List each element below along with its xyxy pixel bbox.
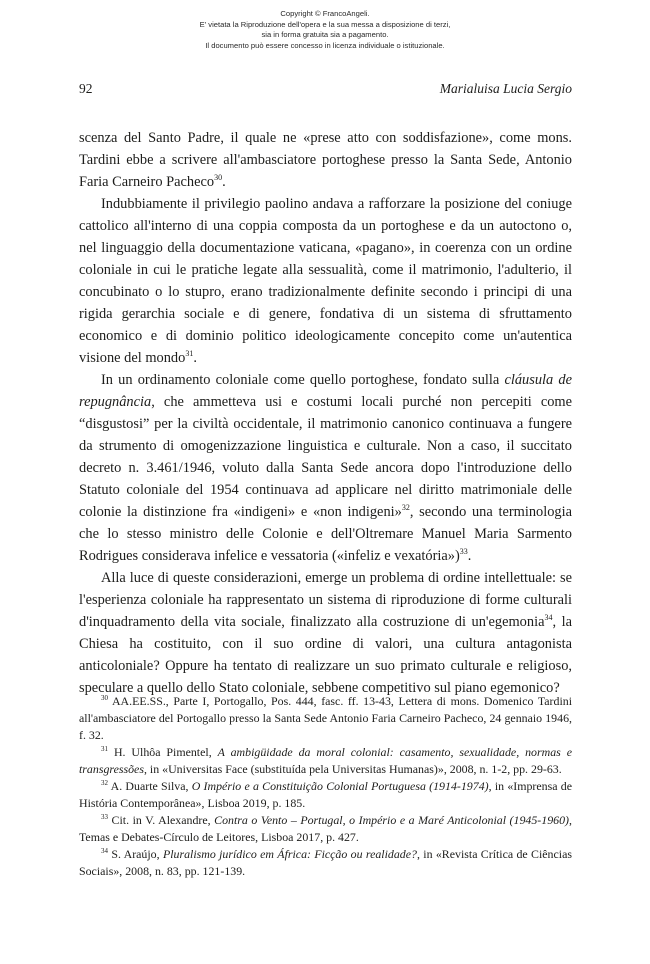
- text-run: Alla luce di queste considerazioni, emerge un problema di ordine intellettuale: se l'esperienza coloniale ha rappresentato un sistema di riproduzione di forme culturali d'inquadramento della vita sociale, finalizzato alla costruzione di un'egemonia: [79, 570, 572, 630]
- running-head-author: Marialuisa Lucia Sergio: [439, 81, 572, 96]
- footnote-number: 31: [101, 745, 108, 753]
- page-number: 92: [79, 81, 93, 96]
- footnote-text: , in «Universitas Face (substituída pela Universitas Humanas)», 2008, n. 1-2, pp. 29-63.: [143, 762, 562, 776]
- footnote-title: Pluralismo jurídico em África: Ficção ou realidade?: [162, 847, 417, 861]
- footnote-title: O Império e a Constituição Colonial Portuguesa (1914-1974): [191, 779, 489, 793]
- text-run: , la Chiesa ha costituito, con il suo ordine di valori, una cultura antagonista anticoloniale? Oppure ha tentato di realizzare un suo primato culturale e religioso, speculare a quello dello Stato coloniale, sebbene competitivo sul piano egemonico?: [79, 614, 572, 696]
- footnote-ref: 33: [459, 547, 468, 556]
- footnote-text: Cit. in V. Alexandre,: [111, 813, 215, 827]
- copyright-notice: [0, 9, 650, 51]
- paragraph: [79, 567, 572, 699]
- footnote: [79, 778, 572, 812]
- footnote-ref: 34: [544, 613, 553, 622]
- text-run: , che ammetteva usi e costumi locali purché non percepiti come “disgustosi” per la civiltà occidentale, il matrimonio canonico continuava a fungere da strumento di omogenizzazione linguistica e culturale. Non a caso, il succitato decreto n. 3.461/1946, voluto dalla Santa Sede ancora dopo l'introduzione dello Statuto coloniale del 1954 continuava ad applicare nel diritto matrimoniale delle colonie la distinzione fra «indigeni» e «non indigeni»: [79, 394, 572, 520]
- footnote-number: 30: [101, 694, 108, 702]
- footnote-text: , Temas e Debates-Círculo de Leitores, Lisboa 2017, p. 427.: [79, 813, 572, 844]
- copyright-line: sia in forma gratuita sia a pagamento.: [261, 30, 389, 40]
- footnote-number: 34: [101, 847, 108, 855]
- copyright-line: Copyright © FrancoAngeli.: [280, 9, 370, 18]
- footnote-title: Contra o Vento – Portugal, o Império e a Maré Anticolonial (1945-1960): [214, 813, 569, 827]
- italic-term: cláusula de repugnância: [79, 372, 572, 410]
- footnote-number: 32: [101, 779, 108, 787]
- text-run: In un ordinamento coloniale come quello portoghese, fondato sulla: [101, 372, 505, 388]
- copyright-line: E' vietata la Riproduzione dell'opera e la sua messa a disposizione di terzi,: [199, 19, 451, 29]
- text-run: scenza del Santo Padre, il quale ne «prese atto con soddisfazione», come mons. Tardini ebbe a scrivere all'ambasciatore portoghese presso la Santa Sede, Antonio Faria Carneiro Pacheco: [79, 130, 572, 190]
- footnote-number: 33: [101, 813, 108, 821]
- text-run: .: [467, 548, 472, 564]
- footnote-ref: 31: [185, 349, 194, 358]
- footnote-ref: 30: [214, 173, 223, 182]
- paragraph: [79, 369, 572, 567]
- body-text: [79, 127, 572, 699]
- page-header: [79, 81, 572, 99]
- footnote-ref: 32: [401, 503, 410, 512]
- text-run: .: [193, 350, 197, 366]
- paragraph: [79, 193, 572, 369]
- text-run: .: [222, 174, 226, 190]
- footnote-title: A ambigüidade da moral colonial: casamento, sexualidade, normas e transgressões: [79, 745, 572, 776]
- paragraph: [79, 127, 572, 193]
- footnote-text: , in «Revista Crítica de Ciências Sociais», 2008, n. 83, pp. 121-139.: [79, 847, 572, 878]
- footnote-text: H. Ulhôa Pimentel,: [113, 745, 218, 759]
- footnote-text: A. Duarte Silva,: [110, 779, 192, 793]
- footnote: [79, 744, 572, 778]
- footnote: [79, 812, 572, 846]
- footnote-text: , in «Imprensa de História Contemporânea», Lisboa 2019, p. 185.: [79, 779, 572, 810]
- footnote-text: AA.EE.SS., Parte I, Portogallo, Pos. 444, fasc. ff. 13-43, Lettera di mons. Domenico Tardini all'ambasciatore del Portogallo presso la Santa Sede Antonio Faria Carneiro Pacheco, 24 gennaio 1946, f. 32.: [79, 694, 572, 742]
- text-run: Indubbiamente il privilegio paolino andava a rafforzare la posizione del coniuge cattolico all'interno di una coppia composta da un portoghese e da un autoctono o, nel linguaggio della documentazione vaticana, «pagano», in coerenza con un ordine coloniale in cui le pratiche legate alla sessualità, come il matrimonio, l'adulterio, il concubinato o lo stupro, erano tradizionalmente definite secondo i principi di una rigida gerarchia sociale e di genere, fondativa di un sistema di sfruttamento economico e di dominio politico ideologicamente concepito come un'autentica visione del mondo: [79, 196, 572, 366]
- copyright-line: Il documento può essere concesso in licenza individuale o istituzionale.: [205, 40, 445, 50]
- footnote: [79, 693, 572, 744]
- footnote-text: S. Araújo,: [111, 847, 163, 861]
- text-run: , secondo una terminologia che lo stesso ministro delle Colonie e dell'Oltremare Manuel Maria Sarmento Rodrigues considerava infelice e vessatoria («infeliz e vexatória»): [79, 504, 572, 564]
- footnotes: [79, 693, 572, 880]
- footnote: [79, 846, 572, 880]
